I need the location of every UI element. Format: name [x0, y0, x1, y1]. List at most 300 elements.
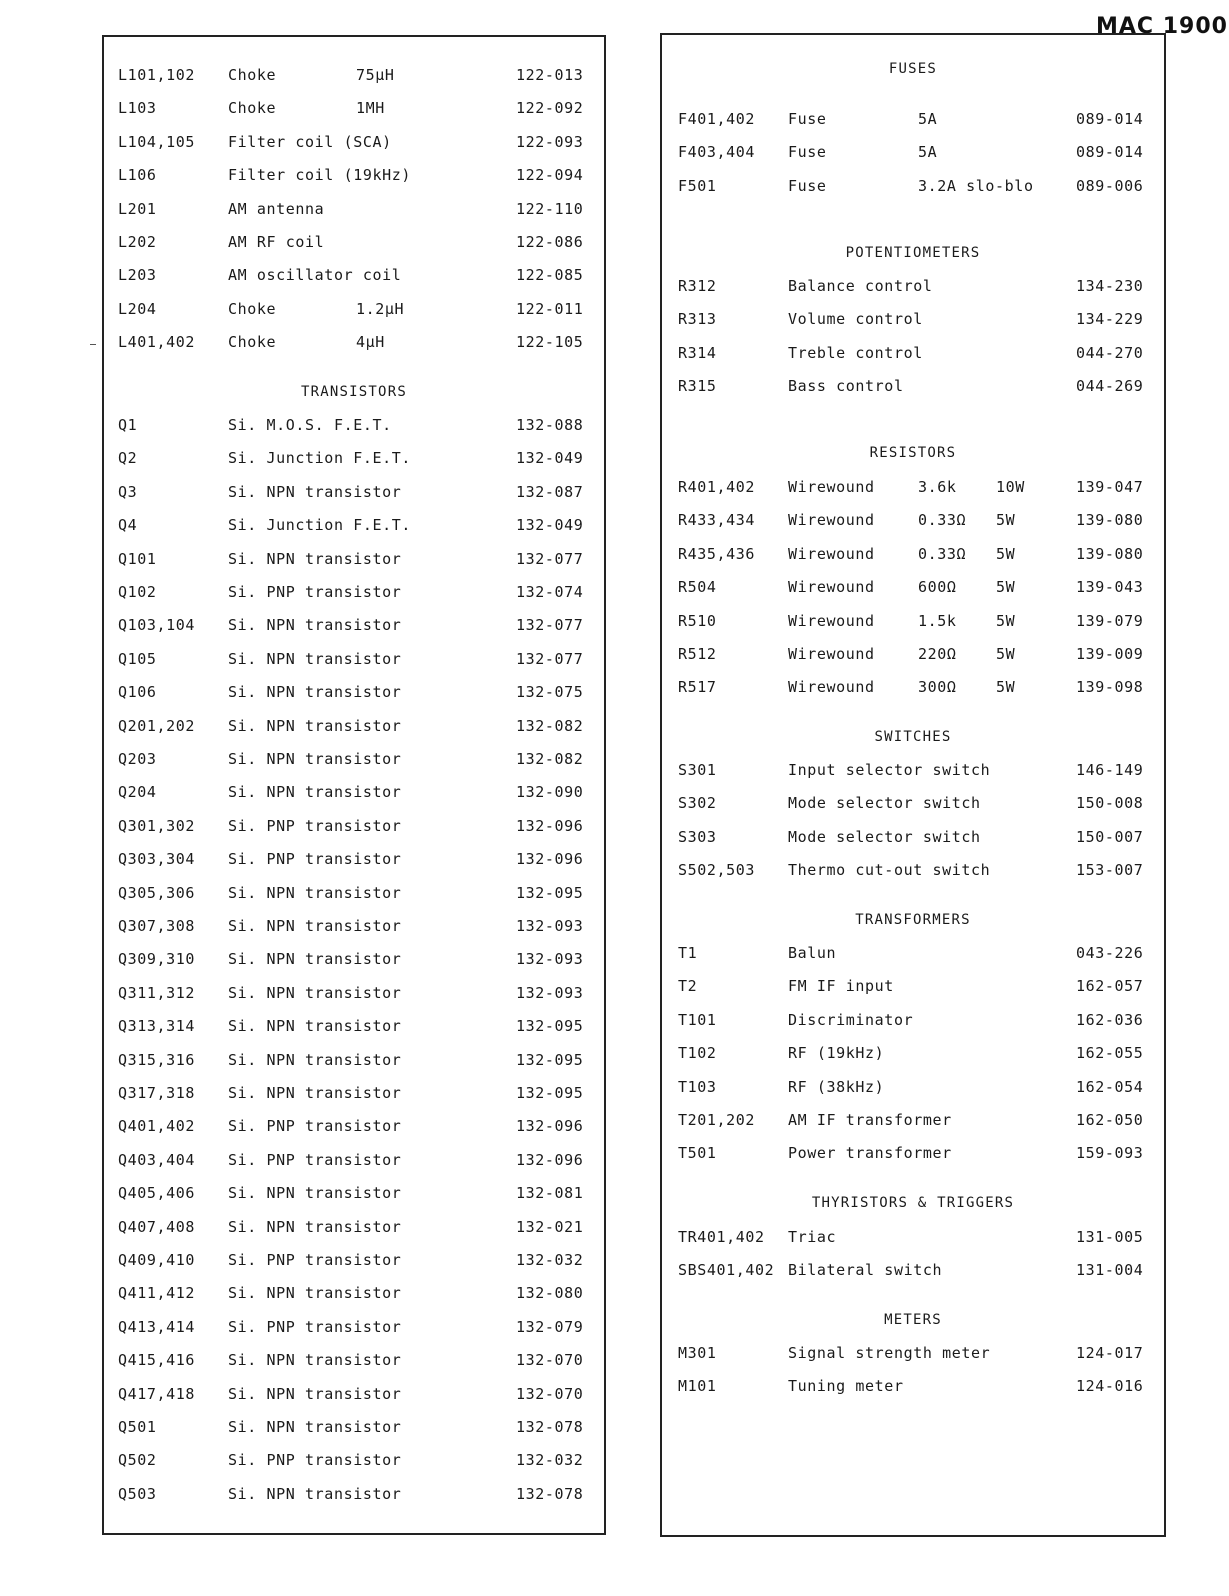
part-number: 132-080: [516, 1284, 584, 1303]
parts-row: [104, 748, 604, 770]
part-reference: Q203: [118, 750, 157, 768]
part-reference: R314: [678, 343, 717, 362]
part-reference: F403,404: [678, 143, 756, 162]
part-reference: Q307,308: [118, 917, 196, 935]
part-number: 132-032: [516, 1451, 584, 1470]
part-number: 132-095: [516, 1050, 584, 1069]
part-description: Si. NPN transistor: [228, 716, 402, 735]
part-description: Si. NPN transistor: [228, 649, 402, 668]
part-reference: Q105: [118, 649, 157, 668]
parts-row: [662, 509, 1164, 531]
parts-row: [104, 298, 604, 320]
parts-row: [662, 108, 1164, 130]
part-description: Wirewound: [788, 544, 875, 563]
part-number: 162-050: [1076, 1111, 1144, 1129]
part-description: Wirewound: [788, 578, 875, 597]
parts-row: [662, 141, 1164, 163]
part-number: 122-011: [516, 299, 584, 318]
parts-row: [662, 543, 1164, 565]
part-reference: L103: [118, 99, 157, 118]
part-number: 124-016: [1076, 1377, 1144, 1396]
part-number: 132-095: [516, 1084, 584, 1102]
part-number: 132-082: [516, 716, 584, 735]
part-reference: Q417,418: [118, 1384, 196, 1403]
part-description: Si. NPN transistor: [228, 1084, 402, 1102]
part-description: Si. NPN transistor: [228, 482, 402, 501]
part-description: Wirewound: [788, 511, 875, 530]
part-value: 3.2A slo-blo: [918, 176, 1034, 195]
part-reference: Q503: [118, 1484, 157, 1503]
part-number: 132-095: [516, 883, 584, 902]
part-reference: Q305,306: [118, 883, 196, 902]
part-number: 132-077: [516, 616, 584, 635]
part-description: Input selector switch: [788, 761, 991, 779]
parts-row: [104, 164, 604, 186]
part-number: 132-078: [516, 1484, 584, 1503]
part-reference: L106: [118, 166, 157, 185]
part-number: 139-080: [1076, 544, 1144, 563]
part-description: Si. PNP transistor: [228, 850, 402, 869]
parts-row: [104, 331, 604, 353]
part-value: 5A: [918, 143, 938, 162]
part-reference: S301: [678, 761, 717, 779]
part-description: Si. NPN transistor: [228, 983, 402, 1002]
parts-row: [662, 1109, 1164, 1131]
part-number: 153-007: [1076, 861, 1144, 880]
parts-row: [104, 97, 604, 119]
part-number: 132-088: [516, 416, 584, 434]
part-reference: F401,402: [678, 110, 756, 128]
part-number: 132-077: [516, 649, 584, 668]
part-reference: Q502: [118, 1451, 157, 1470]
parts-row: [104, 1449, 604, 1471]
part-reference: R315: [678, 377, 717, 396]
page-title: MAC 1900: [1096, 14, 1228, 39]
parts-row: [662, 275, 1164, 297]
part-reference: Q301,302: [118, 816, 196, 835]
part-reference: Q407,408: [118, 1217, 196, 1236]
part-number: 132-082: [516, 750, 584, 768]
parts-row: [104, 1149, 604, 1171]
parts-row: [104, 648, 604, 670]
section-title-meters: METERS: [884, 1312, 942, 1328]
part-number: 139-098: [1076, 678, 1144, 697]
part-description: Si. NPN transistor: [228, 1050, 402, 1069]
part-number: 132-079: [516, 1317, 584, 1336]
parts-row: [104, 715, 604, 737]
parts-row: [662, 676, 1164, 698]
parts-row: [662, 1375, 1164, 1397]
part-number: 131-005: [1076, 1228, 1144, 1246]
part-number: 159-093: [1076, 1144, 1144, 1163]
part-reference: Q4: [118, 516, 138, 535]
margin-mark: [90, 344, 96, 345]
part-reference: Q303,304: [118, 850, 196, 869]
part-number: 132-090: [516, 783, 584, 802]
part-description: RF (19kHz): [788, 1044, 885, 1063]
part-reference: R312: [678, 277, 717, 295]
parts-row: [662, 1226, 1164, 1248]
parts-row: [104, 548, 604, 570]
part-value: 0.33Ω: [918, 511, 967, 530]
part-number: 139-079: [1076, 611, 1144, 630]
part-reference: Q309,310: [118, 950, 196, 969]
part-number: 132-096: [516, 1150, 584, 1169]
part-description: Si. M.O.S. F.E.T.: [228, 416, 392, 434]
part-number: 139-047: [1076, 478, 1144, 496]
part-number: 132-096: [516, 816, 584, 835]
part-reference: R401,402: [678, 478, 756, 496]
part-number: 132-093: [516, 983, 584, 1002]
parts-row: [662, 308, 1164, 330]
part-reference: Q313,314: [118, 1017, 196, 1036]
part-number: 162-036: [1076, 1010, 1144, 1029]
part-number: 089-014: [1076, 110, 1144, 128]
part-reference: TR401,402: [678, 1228, 765, 1246]
part-value: 4µH: [356, 333, 385, 352]
part-reference: S502,503: [678, 861, 756, 880]
parts-row: [104, 982, 604, 1004]
part-number: 132-032: [516, 1251, 584, 1269]
parts-row: [104, 1115, 604, 1137]
parts-row: [662, 975, 1164, 997]
part-wattage: 5W: [996, 511, 1016, 530]
part-description: Fuse: [788, 176, 827, 195]
part-reference: Q411,412: [118, 1284, 196, 1303]
part-number: 150-007: [1076, 827, 1144, 846]
part-number: 089-006: [1076, 176, 1144, 195]
part-description: AM antenna: [228, 199, 325, 218]
part-number: 131-004: [1076, 1261, 1144, 1280]
part-reference: Q317,318: [118, 1084, 196, 1102]
part-reference: R433,434: [678, 511, 756, 530]
parts-row: [104, 1416, 604, 1438]
part-number: 132-070: [516, 1384, 584, 1403]
part-description: Si. PNP transistor: [228, 1117, 402, 1136]
parts-row: [104, 1483, 604, 1505]
part-description: Si. NPN transistor: [228, 1184, 402, 1203]
part-number: 150-008: [1076, 794, 1144, 813]
parts-row: [104, 447, 604, 469]
parts-row: [104, 198, 604, 220]
part-reference: Q106: [118, 683, 157, 702]
part-description: Si. NPN transistor: [228, 1217, 402, 1236]
parts-row: [662, 1042, 1164, 1064]
parts-row: [104, 1082, 604, 1104]
parts-row: [104, 581, 604, 603]
part-reference: Q413,414: [118, 1317, 196, 1336]
parts-row: [104, 948, 604, 970]
part-description: Fuse: [788, 110, 827, 128]
parts-row: [662, 1142, 1164, 1164]
parts-row: [104, 915, 604, 937]
part-wattage: 5W: [996, 544, 1016, 563]
part-reference: L104,105: [118, 132, 196, 151]
part-description: AM IF transformer: [788, 1111, 952, 1129]
part-wattage: 5W: [996, 578, 1016, 597]
part-description: Mode selector switch: [788, 794, 981, 813]
part-description: Si. NPN transistor: [228, 1017, 402, 1036]
parts-row: [662, 942, 1164, 964]
part-number: 122-110: [516, 199, 584, 218]
part-reference: Q501: [118, 1418, 157, 1436]
part-number: 132-021: [516, 1217, 584, 1236]
part-description: Si. PNP transistor: [228, 1451, 402, 1470]
part-number: 132-093: [516, 950, 584, 969]
part-number: 122-013: [516, 66, 584, 84]
parts-row: [662, 1009, 1164, 1031]
part-reference: L202: [118, 233, 157, 251]
part-description: Filter coil (19kHz): [228, 166, 411, 185]
part-description: Si. NPN transistor: [228, 750, 402, 768]
part-reference: T2: [678, 977, 698, 996]
part-reference: SBS401,402: [678, 1261, 775, 1280]
parts-row: [662, 792, 1164, 814]
part-wattage: 5W: [996, 611, 1016, 630]
part-number: 132-078: [516, 1418, 584, 1436]
part-description: Si. NPN transistor: [228, 917, 402, 935]
part-number: 139-043: [1076, 578, 1144, 597]
part-description: Si. Junction F.E.T.: [228, 516, 411, 535]
section-title-resistors: RESISTORS: [869, 445, 957, 461]
part-number: 134-230: [1076, 277, 1144, 295]
part-number: 122-086: [516, 233, 584, 251]
part-number: 089-014: [1076, 143, 1144, 162]
part-description: Si. NPN transistor: [228, 950, 402, 969]
part-reference: T1: [678, 944, 698, 962]
parts-row: [662, 859, 1164, 881]
part-number: 122-093: [516, 132, 584, 151]
parts-row: [662, 1342, 1164, 1364]
part-description: Treble control: [788, 343, 923, 362]
part-description: FM IF input: [788, 977, 894, 996]
part-description: AM oscillator coil: [228, 266, 402, 285]
parts-row: [104, 1249, 604, 1271]
parts-row: [662, 1259, 1164, 1281]
section-title-transformers: TRANSFORMERS: [855, 912, 971, 928]
part-reference: Q204: [118, 783, 157, 802]
part-description: Tuning meter: [788, 1377, 904, 1396]
part-description: Wirewound: [788, 611, 875, 630]
part-description: Si. PNP transistor: [228, 1317, 402, 1336]
part-number: 146-149: [1076, 761, 1144, 779]
part-reference: Q2: [118, 449, 138, 468]
part-reference: Q409,410: [118, 1251, 196, 1269]
part-description: Bass control: [788, 377, 904, 396]
part-description: Fuse: [788, 143, 827, 162]
part-description: AM RF coil: [228, 233, 325, 251]
parts-row: [104, 1015, 604, 1037]
part-description: Si. NPN transistor: [228, 549, 402, 568]
part-reference: L101,102: [118, 66, 196, 84]
parts-row: [104, 64, 604, 86]
part-number: 132-077: [516, 549, 584, 568]
parts-row: [104, 1349, 604, 1371]
part-reference: L201: [118, 199, 157, 218]
part-description: Si. NPN transistor: [228, 783, 402, 802]
part-description: Balance control: [788, 277, 933, 295]
part-number: 132-096: [516, 1117, 584, 1136]
parts-row: [104, 1182, 604, 1204]
parts-row: [104, 681, 604, 703]
part-number: 132-074: [516, 583, 584, 601]
part-reference: S302: [678, 794, 717, 813]
part-value: 600Ω: [918, 578, 957, 597]
part-description: Si. NPN transistor: [228, 1484, 402, 1503]
part-description: Triac: [788, 1228, 837, 1246]
part-value: 5A: [918, 110, 938, 128]
part-reference: R517: [678, 678, 717, 697]
parts-row: [104, 514, 604, 536]
part-reference: R510: [678, 611, 717, 630]
part-value: 0.33Ω: [918, 544, 967, 563]
parts-row: [104, 781, 604, 803]
part-description: Choke: [228, 99, 277, 118]
part-reference: Q3: [118, 482, 138, 501]
part-description: Filter coil (SCA): [228, 132, 392, 151]
part-description: Bilateral switch: [788, 1261, 943, 1280]
parts-row: [104, 1282, 604, 1304]
parts-row: [104, 815, 604, 837]
section-title-transistors: TRANSISTORS: [301, 384, 407, 400]
part-reference: T102: [678, 1044, 717, 1063]
part-number: 132-087: [516, 482, 584, 501]
part-reference: Q102: [118, 583, 157, 601]
part-number: 132-070: [516, 1351, 584, 1370]
part-description: Si. NPN transistor: [228, 616, 402, 635]
part-description: Si. PNP transistor: [228, 583, 402, 601]
part-value: 3.6k: [918, 478, 957, 496]
part-description: Choke: [228, 299, 277, 318]
parts-row: [104, 131, 604, 153]
part-number: 122-092: [516, 99, 584, 118]
parts-row: [104, 231, 604, 253]
part-description: Si. NPN transistor: [228, 1418, 402, 1436]
parts-row: [662, 175, 1164, 197]
part-reference: R512: [678, 645, 717, 663]
parts-row: [104, 1216, 604, 1238]
part-number: 132-095: [516, 1017, 584, 1036]
part-reference: Q101: [118, 549, 157, 568]
part-description: RF (38kHz): [788, 1077, 885, 1096]
part-reference: R313: [678, 310, 717, 329]
parts-row: [104, 1383, 604, 1405]
section-title-switches: SWITCHES: [874, 729, 952, 745]
part-number: 132-096: [516, 850, 584, 869]
part-reference: T103: [678, 1077, 717, 1096]
part-number: 122-085: [516, 266, 584, 285]
parts-row: [662, 342, 1164, 364]
part-reference: T201,202: [678, 1111, 756, 1129]
part-number: 044-270: [1076, 343, 1144, 362]
part-number: 132-049: [516, 449, 584, 468]
part-reference: Q405,406: [118, 1184, 196, 1203]
parts-row: [662, 1076, 1164, 1098]
parts-row: [104, 848, 604, 870]
part-wattage: 5W: [996, 678, 1016, 697]
parts-row: [104, 414, 604, 436]
part-number: 044-269: [1076, 377, 1144, 396]
part-number: 134-229: [1076, 310, 1144, 329]
part-number: 162-055: [1076, 1044, 1144, 1063]
parts-row: [662, 643, 1164, 665]
part-value: 220Ω: [918, 645, 957, 663]
parts-row: [104, 264, 604, 286]
part-reference: R504: [678, 578, 717, 597]
part-description: Si. Junction F.E.T.: [228, 449, 411, 468]
part-reference: M301: [678, 1344, 717, 1362]
part-number: 139-009: [1076, 645, 1144, 663]
part-description: Wirewound: [788, 678, 875, 697]
parts-row: [662, 576, 1164, 598]
part-value: 1.5k: [918, 611, 957, 630]
part-number: 139-080: [1076, 511, 1144, 530]
left-parts-table: [102, 35, 606, 1535]
part-description: Si. NPN transistor: [228, 1351, 402, 1370]
part-reference: R435,436: [678, 544, 756, 563]
part-description: Balun: [788, 944, 837, 962]
part-description: Si. NPN transistor: [228, 683, 402, 702]
part-description: Si. PNP transistor: [228, 1150, 402, 1169]
parts-row: [662, 476, 1164, 498]
part-reference: Q1: [118, 416, 138, 434]
part-number: 132-093: [516, 917, 584, 935]
part-reference: F501: [678, 176, 717, 195]
parts-row: [104, 614, 604, 636]
parts-row: [104, 1316, 604, 1338]
parts-row: [662, 826, 1164, 848]
part-reference: Q401,402: [118, 1117, 196, 1136]
part-value: 1.2µH: [356, 299, 405, 318]
part-description: Wirewound: [788, 645, 875, 663]
part-reference: Q315,316: [118, 1050, 196, 1069]
part-number: 162-057: [1076, 977, 1144, 996]
part-reference: L203: [118, 266, 157, 285]
part-reference: M101: [678, 1377, 717, 1396]
part-description: Discriminator: [788, 1010, 914, 1029]
part-reference: Q311,312: [118, 983, 196, 1002]
part-description: Mode selector switch: [788, 827, 981, 846]
part-value: 1MH: [356, 99, 385, 118]
parts-row: [104, 481, 604, 503]
part-description: Thermo cut-out switch: [788, 861, 991, 880]
part-description: Power transformer: [788, 1144, 952, 1163]
part-wattage: 5W: [996, 645, 1016, 663]
part-reference: T101: [678, 1010, 717, 1029]
part-value: 75µH: [356, 66, 395, 84]
part-number: 132-049: [516, 516, 584, 535]
parts-row: [662, 759, 1164, 781]
right-parts-table: [660, 33, 1166, 1537]
part-number: 132-081: [516, 1184, 584, 1203]
part-description: Si. PNP transistor: [228, 816, 402, 835]
part-number: 132-075: [516, 683, 584, 702]
part-number: 162-054: [1076, 1077, 1144, 1096]
part-description: Si. NPN transistor: [228, 1384, 402, 1403]
part-number: 043-226: [1076, 944, 1144, 962]
part-description: Si. NPN transistor: [228, 1284, 402, 1303]
part-description: Choke: [228, 333, 277, 352]
part-description: Si. NPN transistor: [228, 883, 402, 902]
part-reference: Q103,104: [118, 616, 196, 635]
part-description: Choke: [228, 66, 277, 84]
part-number: 122-105: [516, 333, 584, 352]
part-reference: T501: [678, 1144, 717, 1163]
part-description: Signal strength meter: [788, 1344, 991, 1362]
part-number: 124-017: [1076, 1344, 1144, 1362]
part-reference: Q415,416: [118, 1351, 196, 1370]
part-reference: Q403,404: [118, 1150, 196, 1169]
